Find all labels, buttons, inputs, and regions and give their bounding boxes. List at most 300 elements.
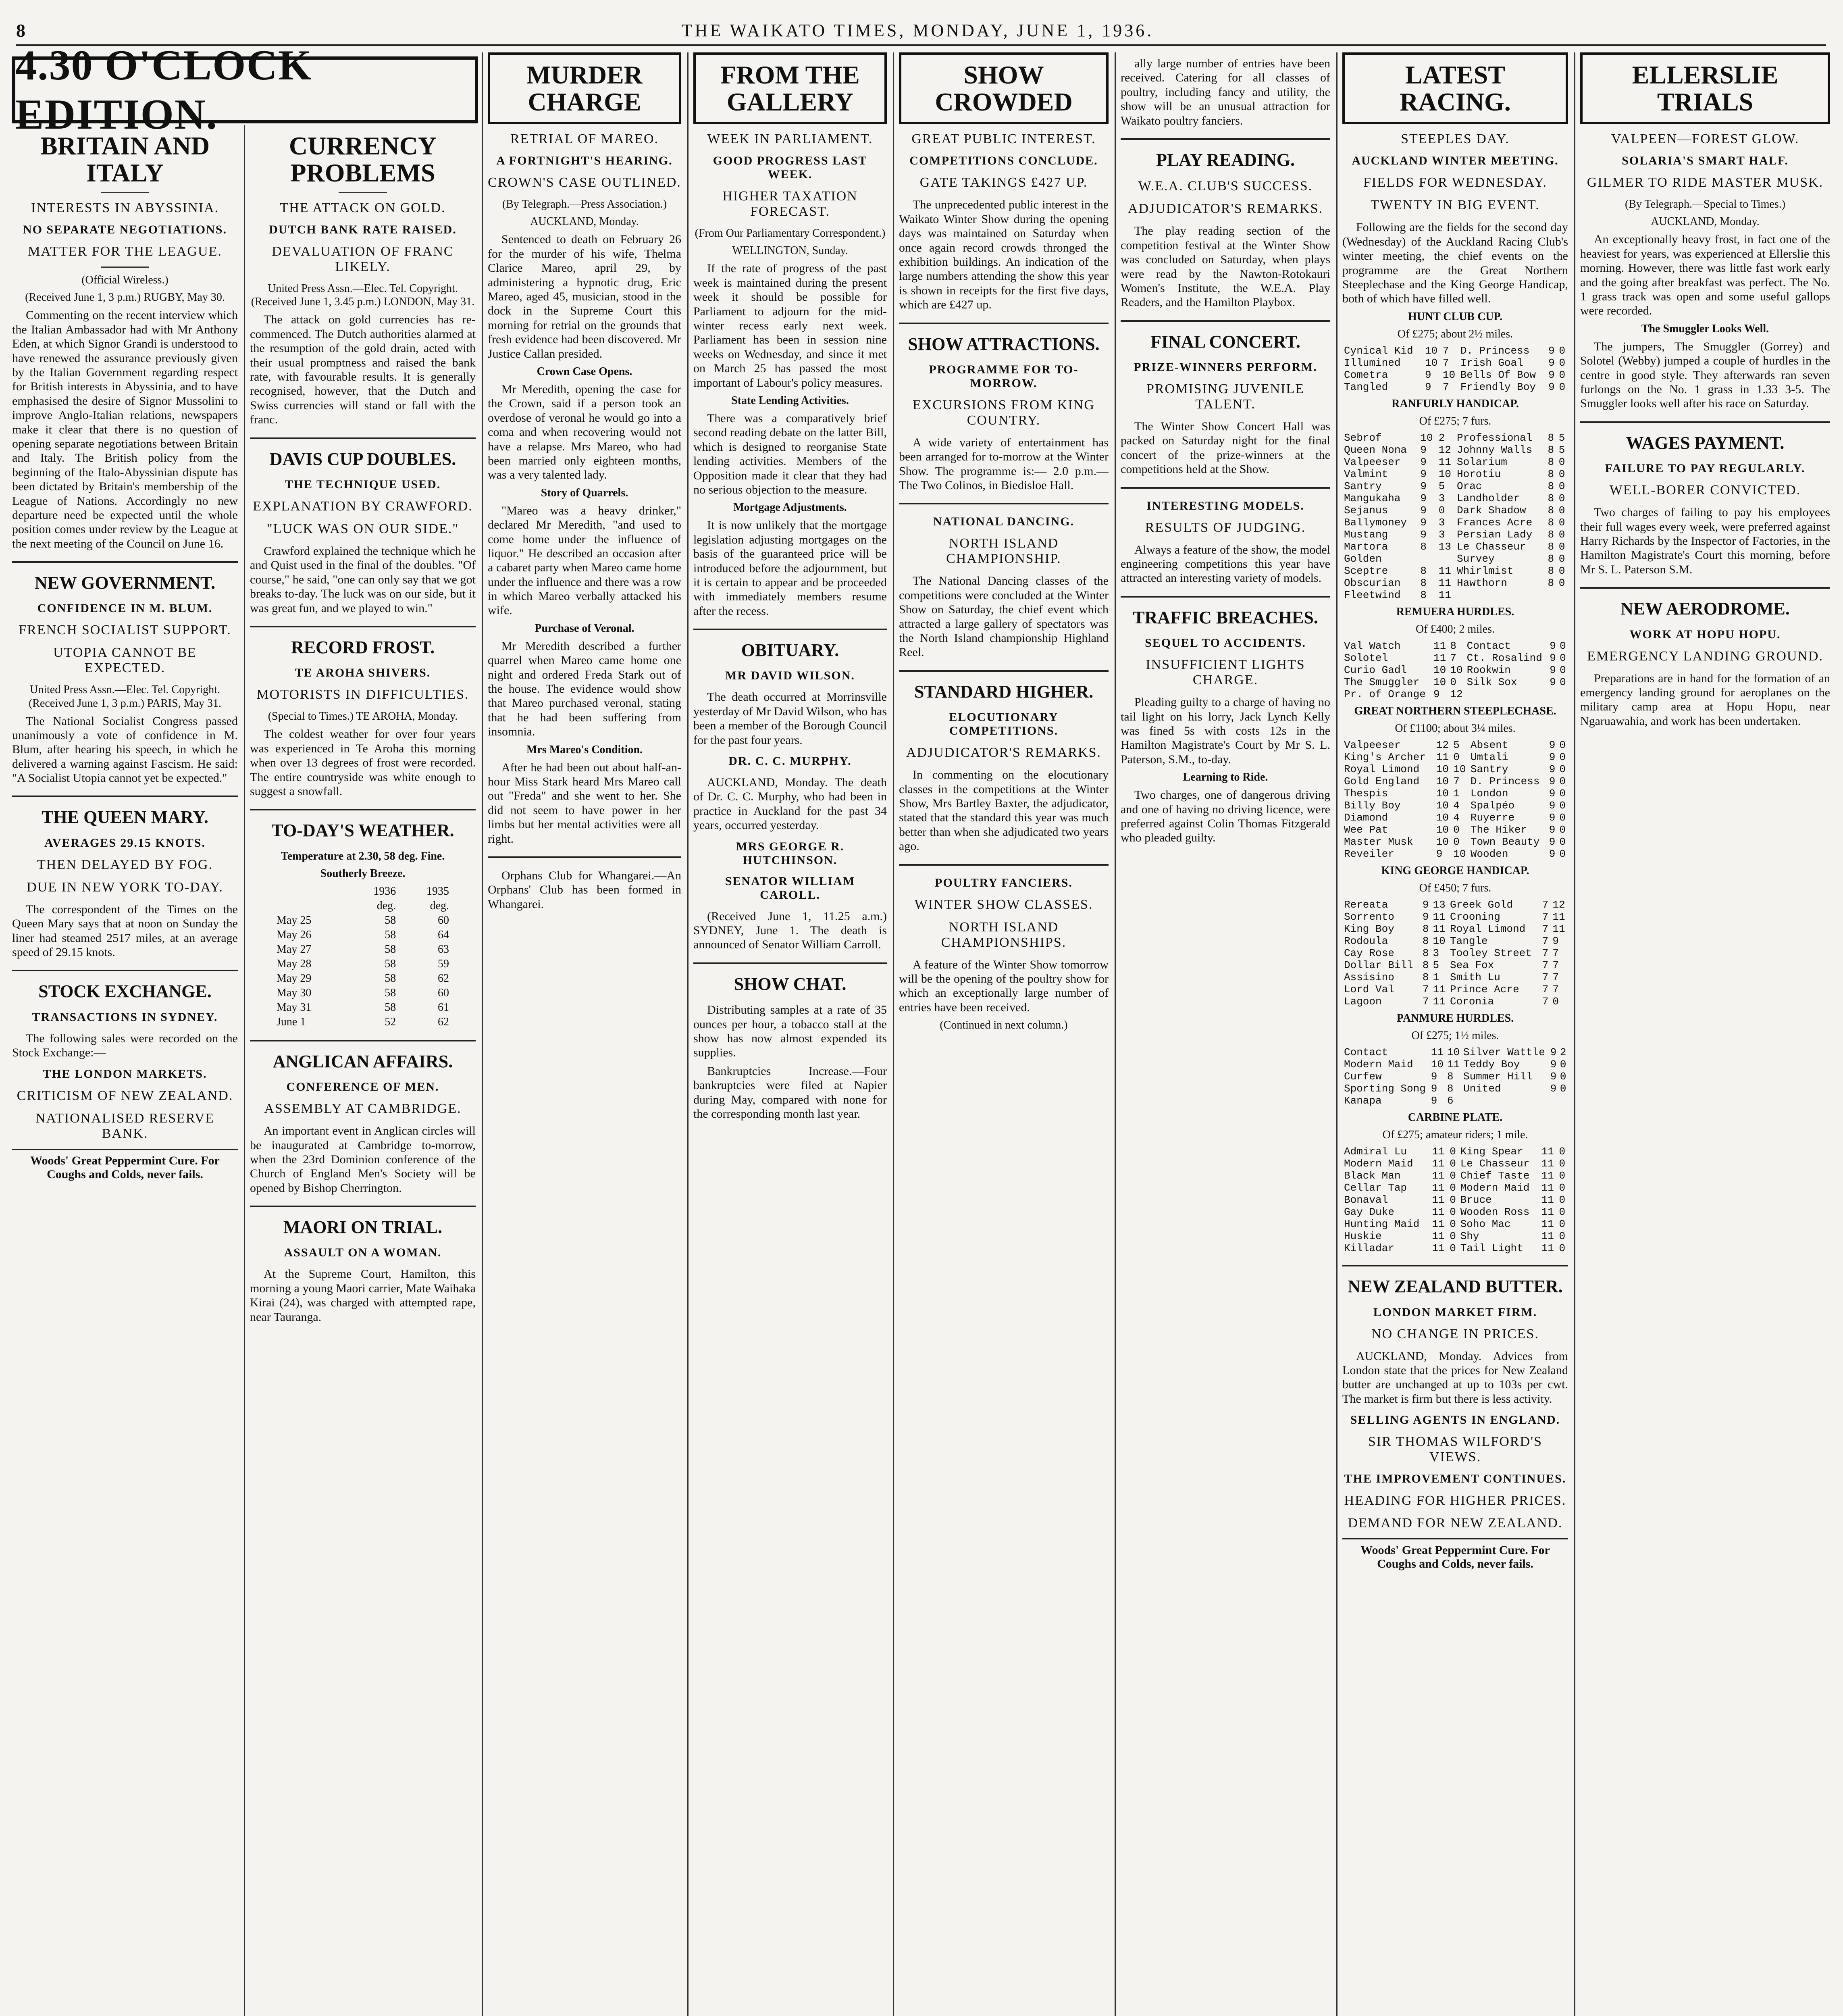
article-body: A feature of the Winter Show tomorrow will be the opening of the poultry show for which an exceptionally large number of entries have been received. (899, 958, 1109, 1014)
runner-cell: 11 (1431, 1046, 1444, 1059)
article-body: The Winter Show Concert Hall was packed on Saturday night for the final concert of the prize-winners at the competitions held at the Show. (1121, 420, 1330, 476)
article-body: Two charges, one of dangerous driving and one of having no driving licence, were preferred against Colin Thomas Fitzgerald who pleaded guilty. (1121, 788, 1330, 845)
runner-cell: Santry (1344, 480, 1382, 492)
subhead: NO CHANGE IN PRICES. (1371, 1326, 1539, 1341)
subhead: NO SEPARATE NEGOTIATIONS. (23, 223, 227, 237)
article-body: The National Socialist Congress passed unanimously a vote of confidence in M. Blum, after hearing his speech, in which he delivered a warning against Fascism. He said: "A Socialist Utopia cannot yet be expected." (12, 714, 238, 785)
column-7 (1342, 52, 1568, 2016)
runner-cell: 12 (1552, 899, 1565, 911)
runner-cell: 10 (1436, 787, 1449, 800)
runner-cell: Spalpéo (1470, 799, 1515, 812)
runner-cell: Sea Fox (1450, 959, 1494, 972)
runner-cell: 10 (1436, 799, 1449, 812)
article-body: "Mareo was a heavy drinker," declared Mr Meredith, "and used to come home under the influence of liquor." He described an occasion after a cabaret party when Mareo came home under the influence and there was a row in which Mareo verbally attacked his wife. (488, 504, 681, 617)
runner-row (1342, 676, 1568, 688)
runner-cell: 11 (1432, 1218, 1445, 1231)
runner-cell: 11 (1541, 1194, 1554, 1206)
runner-cell: Johnny Walls (1456, 444, 1533, 456)
dateline: AUCKLAND, Monday. (530, 215, 639, 228)
runner-cell: Gay Duke (1344, 1206, 1394, 1218)
runner-cell: 1 (1433, 971, 1439, 984)
advertisement: Woods' Great Peppermint Cure. For Coughs and Colds, never fails. (12, 1149, 238, 1181)
section-head: Mortgage Adjustments. (733, 501, 847, 514)
runner-row (1342, 1046, 1568, 1058)
runner-cell: Hunting Maid (1344, 1218, 1420, 1231)
race-conditions: Of £275; amateur riders; 1 mile. (1382, 1129, 1528, 1141)
runner-row (1342, 468, 1568, 480)
runner-cell: 12 (1450, 688, 1463, 700)
brief-item: Orphans Club for Whangarei.—An Orphans' Club has been formed in Whangarei. (488, 869, 681, 911)
subhead: DEVALUATION OF FRANC LIKELY. (272, 244, 454, 275)
runner-cell: 9 (1422, 899, 1429, 911)
runner-cell: 11 (1433, 639, 1446, 652)
column-4 (693, 52, 887, 2016)
runner-cell: Bruce (1460, 1194, 1492, 1206)
headline-latest-racing: LATEST RACING. (1342, 52, 1568, 124)
runner-cell: 11 (1541, 1158, 1554, 1170)
runner-cell: 0 (1450, 1218, 1456, 1231)
subhead: CONFERENCE OF MEN. (286, 1080, 439, 1094)
article-body: AUCKLAND, Monday. Advices from London state that the prices for New Zealand butter are unchanged at up to 103s per cwt. The market is firm but there is less activity. (1342, 1349, 1568, 1406)
runner-cell: 0 (1559, 1218, 1566, 1231)
runner-cell: King Boy (1344, 923, 1394, 935)
runner-row (1342, 824, 1568, 836)
runner-cell: 8 (1548, 468, 1554, 480)
article-body: The following sales were recorded on the Stock Exchange:— (12, 1031, 238, 1060)
runner-cell: 0 (1558, 504, 1565, 516)
subhead: ASSEMBLY AT CAMBRIDGE. (264, 1101, 462, 1116)
runner-cell: 11 (1433, 923, 1446, 935)
runner-cell: 7 (1552, 971, 1559, 984)
runner-cell: 7 (1422, 983, 1429, 996)
subhead: SOLARIA'S SMART HALF. (1622, 154, 1789, 168)
runner-cell: 8 (1422, 923, 1429, 935)
runner-cell: 8 (1422, 947, 1429, 960)
runner-cell: Landholder (1456, 492, 1520, 504)
runner-row (1342, 577, 1568, 589)
runner-cell: 3 (1438, 492, 1445, 504)
subhead: PROGRAMME FOR TO-MORROW. (929, 362, 1079, 390)
runner-cell: 11 (1432, 1194, 1445, 1206)
page-number: 8 (16, 20, 25, 41)
dateline: (Special to Times.) TE AROHA, Monday. (268, 710, 458, 723)
subhead: TE AROHA SHIVERS. (295, 666, 431, 680)
column-3 (488, 52, 681, 2016)
column-1 (12, 125, 238, 2016)
runner-cell: Reveiler (1344, 848, 1394, 860)
weather-cell: May 28 (277, 957, 312, 970)
runner-cell: 7 (1542, 947, 1549, 960)
weather-cell: 58 (385, 972, 396, 985)
runner-cell: Dark Shadow (1456, 504, 1526, 516)
newspaper-title: THE WAIKATO TIMES, MONDAY, JUNE 1, 1936. (681, 20, 1154, 40)
runner-cell: 0 (1559, 835, 1566, 848)
runner-cell: 0 (1559, 848, 1566, 860)
runner-cell: Royal Limond (1344, 763, 1420, 775)
article-body: Mr Meredith, opening the case for the Crown, said if a person took an overdose of veronal he would go into a coma and when recovering would not have a relapse. Mrs Mareo, who had been married only eighteen months, was a very talented lady. (488, 382, 681, 482)
runner-cell: D. Princess (1460, 344, 1530, 357)
runner-cell: 8 (1420, 564, 1427, 577)
race-title: HUNT CLUB CUP. (1408, 310, 1503, 323)
weather-wind: Southerly Breeze. (320, 867, 406, 880)
runner-cell: 8 (1420, 589, 1427, 601)
runner-cell: 9 (1420, 492, 1427, 504)
runner-cell: Cometra (1344, 369, 1388, 381)
runner-cell: 11 (1438, 577, 1451, 589)
weather-cell: 58 (385, 914, 396, 927)
runner-cell: 9 (1431, 1083, 1437, 1095)
weather-row (272, 957, 453, 971)
runner-cell: 12 (1436, 739, 1449, 751)
runner-cell: 11 (1433, 652, 1446, 664)
credit: (By Telegraph.—Press Association.) (502, 198, 667, 211)
runner-cell: 0 (1559, 1145, 1566, 1158)
dateline: AUCKLAND, Monday. (1651, 215, 1760, 228)
runner-cell (1462, 1095, 1549, 1107)
runner-cell: Ruyerre (1470, 811, 1515, 824)
runner-cell (1557, 589, 1568, 601)
runner-cell: 7 (1552, 947, 1559, 960)
weather-row (272, 1015, 453, 1029)
subhead: "LUCK WAS ON OUR SIDE." (266, 521, 459, 536)
runner-cell: 0 (1450, 1230, 1456, 1243)
runner-cell: 8 (1548, 444, 1554, 456)
runner-cell: 10 (1433, 664, 1446, 676)
runner-row (1342, 381, 1568, 393)
runner-cell: Tooley Street (1450, 947, 1532, 960)
article-body: An exceptionally heavy frost, in fact one of the heaviest for years, was experienced at Ellerslie this morning. However, there was little fast work early and the going after breakfast was perfect. The No. 1 grass track was open and some useful gallops were recorded. (1580, 233, 1830, 318)
headline-ellerslie-trials: ELLERSLIE TRIALS (1580, 52, 1830, 124)
runner-cell: 0 (1559, 787, 1566, 800)
runner-row (1342, 553, 1568, 565)
runner-row (1342, 529, 1568, 541)
runner-row (1342, 1145, 1568, 1158)
runner-row (1342, 432, 1568, 444)
runner-row (1342, 996, 1568, 1008)
runner-cell: Wooden Ross (1460, 1206, 1530, 1218)
subhead: ASSAULT ON A WOMAN. (284, 1246, 442, 1260)
runner-cell: 0 (1438, 504, 1445, 516)
headline-maori-trial: MAORI ON TRIAL. (283, 1217, 442, 1237)
runner-cell: 0 (1450, 1158, 1456, 1170)
runner-row (1342, 1194, 1568, 1206)
runner-cell: Master Musk (1344, 835, 1413, 848)
runner-cell: 13 (1438, 540, 1451, 553)
runner-cell: 11 (1433, 996, 1446, 1008)
runner-cell: 10 (1431, 1058, 1444, 1071)
runner-row (1342, 971, 1568, 983)
race-field-table (1342, 345, 1568, 393)
runner-cell: Frances Acre (1456, 516, 1533, 529)
runner-cell: 11 (1552, 923, 1565, 935)
runner-cell: Gold England (1344, 775, 1420, 787)
subhead: FIELDS FOR WEDNESDAY. (1363, 175, 1548, 190)
runner-cell: 0 (1559, 369, 1566, 381)
wx-unit: deg. (430, 899, 449, 912)
weather-cell: May 26 (277, 928, 312, 941)
subhead: W.E.A. CLUB'S SUCCESS. (1138, 179, 1313, 194)
subhead: SIR THOMAS WILFORD'S VIEWS. (1368, 1434, 1543, 1465)
subhead: THE ATTACK ON GOLD. (280, 200, 446, 216)
weather-cell: 58 (385, 957, 396, 970)
runner-cell: Professional (1456, 431, 1533, 444)
runner-cell: Town Beauty (1470, 835, 1540, 848)
subhead: ADJUDICATOR'S REMARKS. (1127, 201, 1323, 217)
subhead: NATIONAL DANCING. (933, 515, 1075, 529)
runner-cell: 10 (1436, 763, 1449, 775)
weather-cell: June 1 (277, 1015, 306, 1028)
article-body: ally large number of entries have been received. Catering for all classes of poultry, including fancy and utility, the show will be an unusual attraction for Waikato poultry fanciers. (1121, 57, 1330, 127)
runner-cell: 10 (1436, 823, 1449, 836)
runner-cell: 7 (1542, 923, 1549, 935)
continued-note: (Continued in next column.) (940, 1019, 1068, 1032)
runner-cell: Horotiu (1456, 468, 1501, 480)
runner-cell (1548, 688, 1558, 700)
runner-cell: 8 (1548, 516, 1554, 529)
runner-cell: 11 (1438, 564, 1451, 577)
runner-cell: 9 (1420, 456, 1427, 468)
subhead: SELLING AGENTS IN ENGLAND. (1350, 1413, 1560, 1427)
runner-cell: Val Watch (1344, 639, 1401, 652)
subhead: NORTH ISLAND CHAMPIONSHIPS. (941, 919, 1067, 950)
headline-weather: TO-DAY'S WEATHER. (271, 821, 454, 841)
weather-temp: Temperature at 2.30, 58 deg. Fine. (281, 850, 445, 862)
runner-cell: 9 (1422, 911, 1429, 923)
runner-cell: Valmint (1344, 468, 1388, 480)
runner-cell: King Spear (1460, 1145, 1523, 1158)
article-body: The death occurred at Morrinsville yesterday of Mr David Wilson, who has been a member of the Borough Council for the past four years. (693, 690, 887, 747)
runner-cell: Prince Acre (1450, 983, 1519, 996)
article-body: The National Dancing classes of the competitions were concluded at the Winter Show on Saturday, the chief event which attracted a large gallery of spectators was the North Island championship Highland Reel. (899, 574, 1109, 659)
runner-cell: 8 (1548, 504, 1554, 516)
runner-cell: Cynical Kid (1344, 344, 1413, 357)
subhead: INTERESTING MODELS. (1146, 499, 1304, 512)
headline-play-reading: PLAY READING. (1156, 150, 1295, 170)
subhead: INTERESTS IN ABYSSINIA. (31, 200, 219, 216)
subhead: NORTH ISLAND CHAMPIONSHIP. (946, 536, 1061, 566)
runner-cell: 0 (1450, 1145, 1456, 1158)
runner-row (1342, 516, 1568, 529)
runner-cell: 10 (1436, 775, 1449, 787)
runner-cell: 9 (1550, 639, 1556, 652)
runner-cell: 8 (1548, 528, 1554, 541)
subhead: SENATOR WILLIAM CAROLL. (725, 874, 855, 902)
runner-cell: Hawthorn (1456, 577, 1507, 589)
runner-cell: 0 (1558, 552, 1565, 565)
weather-cell: 63 (438, 943, 449, 956)
runner-cell: Summer Hill (1463, 1070, 1533, 1083)
runner-cell: 7 (1542, 959, 1549, 972)
weather-row (272, 971, 453, 986)
runner-cell: 9 (1549, 751, 1556, 763)
dateline: United Press Assn.—Elec. Tel. Copyright. (Received June 1, 3 p.m.) PARIS, May 31. (28, 683, 222, 710)
runner-cell: 0 (1559, 1182, 1566, 1194)
subhead: GREAT PUBLIC INTEREST. (911, 131, 1096, 147)
race-fields (1342, 310, 1568, 1254)
runner-cell: Tail Light (1460, 1242, 1523, 1255)
column-8 (1580, 52, 1830, 2016)
runner-cell: 9 (1549, 739, 1556, 751)
runner-row (1342, 456, 1568, 468)
article-body: At the Supreme Court, Hamilton, this morning a young Maori carrier, Mate Waihaka Kirai (24), was charged with attempted rape, near Tauranga. (250, 1267, 476, 1324)
runner-cell: D. Princess (1470, 775, 1540, 787)
runner-cell: 0 (1560, 639, 1566, 652)
runner-cell: Silk Sox (1466, 676, 1517, 688)
runner-cell: 0 (1558, 540, 1565, 553)
runner-cell: 8 (1548, 492, 1554, 504)
article-body: Following are the fields for the second day (Wednesday) of the Auckland Racing Club's winter meeting, the chief events on the programme are the Great Northern Steeplechase and the King George Handicap, both of which have filled well. (1342, 221, 1568, 306)
runner-cell: 5 (1433, 959, 1439, 972)
runner-cell: 0 (1560, 664, 1566, 676)
runner-cell: Bonaval (1344, 1194, 1388, 1206)
runner-cell: 0 (1450, 676, 1456, 688)
runner-cell: Le Chasseur (1460, 1158, 1530, 1170)
runner-row (1342, 1058, 1568, 1070)
runner-cell: Wooden (1470, 848, 1508, 860)
runner-cell: Valpeeser (1344, 739, 1401, 751)
subhead: GATE TAKINGS £427 UP. (919, 175, 1088, 190)
runner-cell: Black Man (1344, 1170, 1401, 1182)
subhead: DEMAND FOR NEW ZEALAND. (1348, 1516, 1563, 1531)
runner-cell: 0 (1559, 775, 1566, 787)
runner-cell: 7 (1442, 356, 1449, 369)
runner-cell: 8 (1447, 1083, 1454, 1095)
runner-cell: Golden (1344, 552, 1382, 565)
runner-cell: Survey (1456, 552, 1495, 565)
runner-cell: Smith Lu (1450, 971, 1500, 984)
article-body: It is now unlikely that the mortgage legislation adjusting mortgages on the basis of the guaranteed price will be introduced before the adjournment, but it is certain to appear and be proceeded with immediately members resume after the recess. (693, 519, 887, 618)
runner-cell: 9 (1425, 381, 1431, 393)
runner-cell: 13 (1433, 899, 1446, 911)
article-body: AUCKLAND, Monday. The death of Dr. C. C. Murphy, who had been in practice in Auckland for the past 34 years, occurred yesterday. (693, 776, 887, 832)
runner-cell: 10 (1450, 664, 1463, 676)
subhead: CRITICISM OF NEW ZEALAND. (17, 1088, 233, 1103)
runner-cell: Curfew (1344, 1070, 1382, 1083)
subhead: MRS GEORGE R. HUTCHINSON. (736, 839, 845, 867)
article-body: The coldest weather for over four years was experienced in Te Aroha this morning when over 13 degrees of frost were recorded. The entire countryside was white enough to suggest a snowfall. (250, 727, 476, 798)
runner-row (1342, 541, 1568, 553)
weather-cell: 62 (438, 1015, 449, 1028)
runner-cell: 5 (1438, 480, 1445, 492)
runner-cell: Mustang (1344, 528, 1388, 541)
runner-cell (1558, 1095, 1568, 1107)
brief-item: Bankruptcies Increase.—Four bankruptcies were filed at Napier during May, compared with none for the corresponding month last year. (693, 1064, 887, 1120)
subhead: GILMER TO RIDE MASTER MUSK. (1587, 175, 1824, 190)
runner-cell: Illumined (1344, 356, 1401, 369)
runner-cell: 9 (1425, 369, 1431, 381)
article-body: The jumpers, The Smuggler (Gorrey) and Solotel (Webby) jumped a couple of hurdles in the centre in good style. They afterwards ran seven furlongs on the No. 1 grass in 1.33 3-5. The Smuggler looks well after his race on Saturday. (1580, 339, 1830, 410)
runner-cell: 11 (1432, 1230, 1445, 1243)
runner-cell: 9 (1549, 848, 1556, 860)
subhead: PROMISING JUVENILE TALENT. (1146, 381, 1305, 412)
runner-row (1342, 345, 1568, 357)
runner-cell: 9 (1549, 775, 1556, 787)
runner-row (1342, 947, 1568, 959)
article-body: The attack on gold currencies has re-commenced. The Dutch authorities alarmed at the resumption of the gold drain, acted with their usual promptness and raised the bank rate, with favourable results. It is generally recognised, however, that the Dutch and Swiss currencies will stand or fall with the franc. (250, 313, 476, 427)
headline-final-concert: FINAL CONCERT. (1150, 331, 1300, 352)
race-conditions: Of £450; 7 furs. (1419, 882, 1491, 894)
subhead: THEN DELAYED BY FOG. (37, 857, 213, 872)
runner-cell: 10 (1436, 811, 1449, 824)
runner-cell: 0 (1559, 1158, 1566, 1170)
runner-cell: Friendly Boy (1460, 381, 1536, 393)
runner-cell: Irish Goal (1460, 356, 1523, 369)
headline-new-government: NEW GOVERNMENT. (34, 573, 216, 593)
article-body: A wide variety of entertainment has been arranged for to-morrow at the Winter Show. The programme is:— 2.0 p.m.—The Two Colinos, in Biedisloe Hall. (899, 435, 1109, 492)
runner-cell: 9 (1548, 381, 1555, 393)
runner-cell: Wee Pat (1344, 823, 1388, 836)
runner-cell: 0 (1559, 1230, 1566, 1243)
runner-cell: 10 (1425, 356, 1438, 369)
runner-cell: 0 (1453, 823, 1460, 836)
credit: (By Telegraph.—Special to Times.) (1625, 198, 1786, 211)
subhead: WEEK IN PARLIAMENT. (707, 131, 873, 147)
runner-cell: 0 (1558, 468, 1565, 480)
runner-cell (1558, 688, 1568, 700)
runner-cell: 9 (1550, 676, 1556, 688)
runner-cell: 8 (1548, 552, 1554, 565)
article-body: The play reading section of the competition festival at the Winter Show was concluded on Saturday, when plays were read by the Nawton-Rotokauri Women's Institute, the W.E.A. Play Readers, and the Hamilton Playbox. (1121, 224, 1330, 309)
subhead: HIGHER TAXATION FORECAST. (722, 189, 858, 219)
runner-cell: 8 (1548, 577, 1554, 589)
runner-row (1342, 812, 1568, 824)
race-field-table (1342, 1145, 1568, 1254)
runner-row (1342, 492, 1568, 504)
runner-cell: Sorrento (1344, 911, 1394, 923)
runner-cell: 11 (1541, 1206, 1554, 1218)
runner-cell: 8 (1548, 456, 1554, 468)
runner-cell: 1 (1453, 787, 1460, 800)
runner-cell: 0 (1558, 564, 1565, 577)
runner-cell: 8 (1422, 971, 1429, 984)
weather-cell: 58 (385, 1001, 396, 1014)
article-body: There was a comparatively brief second reading debate on the latter Bill, which is designed to reorganise State lending activities. Members of the Opposition made it clear that they had no serious objection to the measure. (693, 411, 887, 496)
runner-cell: Ballymoney (1344, 516, 1407, 529)
runner-cell: 9 (1549, 811, 1556, 824)
race-conditions: Of £275; about 2½ miles. (1397, 327, 1513, 340)
runner-row (1342, 787, 1568, 800)
runner-cell: 0 (1560, 1070, 1566, 1083)
runner-cell: 8 (1422, 959, 1429, 972)
runner-cell: Contact (1466, 639, 1511, 652)
headline-queen-mary: THE QUEEN MARY. (42, 807, 208, 827)
runner-cell: 9 (1431, 1095, 1437, 1107)
runner-cell: 7 (1542, 911, 1549, 923)
subhead: TWENTY IN BIG EVENT. (1371, 198, 1540, 213)
race-conditions: Of £1100; about 3¼ miles. (1395, 722, 1516, 735)
weather-cell: 62 (438, 972, 449, 985)
weather-cell: 60 (438, 986, 449, 999)
headline-murder-charge: MURDER CHARGE (488, 52, 681, 124)
runner-cell: 9 (1436, 848, 1443, 860)
dateline: United Press Assn.—Elec. Tel. Copyright. (Received June 1, 3.45 p.m.) LONDON, May 31. (251, 282, 475, 308)
runner-row (1342, 589, 1568, 601)
runner-row (1342, 1070, 1568, 1083)
runner-row (1342, 848, 1568, 860)
weather-cell: 58 (385, 943, 396, 956)
article-body: Commenting on the recent interview which the Italian Ambassador had with Mr Anthony Eden, at which Signor Grandi is understood to have renewed the assurance previously given by the Italian Government regarding respect for British interests in Abyssinia, and to have emphasised the desire of Signor Mussolini to improve Anglo-Italian relations, newspapers make it clear that there is no question of opening separate negotiations between Britain and Italy. The British policy from the beginning of the Italo-Abyssinian dispute has been dictated by Britain's membership of the League of Nations. Accordingly no new departure need be expected until the whole position comes under review by the League at the next meeting of the Council on June 16. (12, 308, 238, 550)
runner-cell: Royal Limond (1450, 923, 1526, 935)
runner-cell: 7 (1542, 971, 1549, 984)
section-head: The Smuggler Looks Well. (1641, 322, 1769, 335)
runner-row (1342, 444, 1568, 456)
runner-cell: 11 (1432, 1170, 1445, 1182)
runner-cell: Cellar Tap (1344, 1182, 1407, 1194)
subhead: EMERGENCY LANDING GROUND. (1587, 648, 1824, 664)
runner-cell: 9 (1420, 444, 1427, 456)
runner-cell: 9 (1550, 652, 1556, 664)
runner-cell: 9 (1548, 369, 1555, 381)
